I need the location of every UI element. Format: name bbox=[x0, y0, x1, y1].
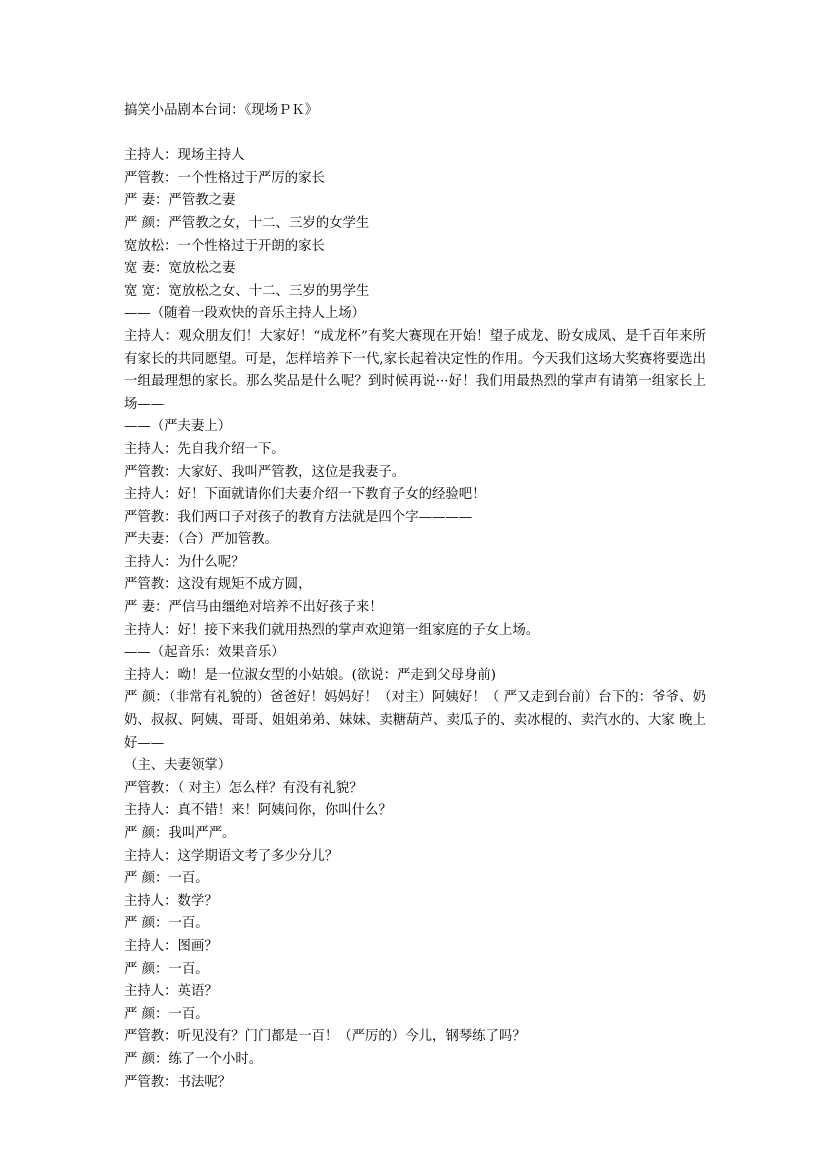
dialogue-line: 严夫妻：（合）严加管教。 bbox=[124, 532, 278, 548]
dialogue-line: 严 颜：（非常有礼貌的）爸爸好！妈妈好！（对主）阿姨好！（ 严又走到台前）台下的：爷爷、奶奶、叔叔、阿姨、哥哥、姐姐弟弟、妹妹、卖糖葫芦、卖瓜子的、卖冰棍的、卖汽水的、大家 晚上好—— bbox=[124, 690, 706, 751]
stage-direction: ——（起音乐：效果音乐） bbox=[124, 645, 285, 661]
dialogue-line: 主持人：呦！是一位淑女型的小姑娘。(欲说：严走到父母身前) bbox=[124, 667, 496, 683]
document-page bbox=[124, 100, 706, 1094]
cast-item: 严 颜：严管教之女，十二、三岁的女学生 bbox=[124, 215, 370, 231]
dialogue-line: 严 颜：一百。 bbox=[124, 871, 209, 887]
stage-direction: ——（随着一段欢快的音乐主持人上场） bbox=[124, 306, 366, 322]
stage-direction: ——（严夫妻上） bbox=[124, 419, 232, 435]
dialogue-line: 主持人：图画？ bbox=[124, 938, 218, 954]
dialogue-line: 主持人：真不错！来！阿姨问你，你叫什么？ bbox=[124, 803, 392, 819]
dialogue-line: 严 颜：我叫严严。 bbox=[124, 826, 236, 841]
dialogue-line: 严管教：我们两口子对孩子的教育方法就是四个字———— bbox=[124, 509, 473, 525]
cast-item: 宽放松：一个性格过于开朗的家长 bbox=[124, 238, 325, 254]
dialogue-line: 主持人：英语？ bbox=[124, 984, 218, 1000]
blank-line bbox=[124, 123, 706, 146]
cast-item: 主持人：现场主持人 bbox=[124, 148, 245, 164]
cast-item: 严管教：一个性格过于严厉的家长 bbox=[124, 170, 325, 186]
dialogue-line: 严 颜：一百。 bbox=[124, 961, 209, 977]
document-title: 搞笑小品剧本台词：《现场ＰＫ》 bbox=[124, 103, 319, 118]
cast-list bbox=[124, 145, 706, 303]
dialogue-line: 主持人：好！接下来我们就用热烈的掌声欢迎第一组家庭的子女上场。 bbox=[124, 622, 540, 638]
dialogue-line: 严 妻：严信马由缰绝对培养不出好孩子来！ bbox=[124, 600, 383, 616]
dialogue-line: 严管教：（ 对主）怎么样？有没有礼貌？ bbox=[124, 780, 363, 796]
cast-item: 宽 妻：宽放松之妻 bbox=[124, 261, 236, 277]
dialogue-line: 严管教：大家好、我叫严管教，这位是我妻子。 bbox=[124, 464, 406, 480]
dialogue-line: 严管教：听见没有？门门都是一百！（严厉的）今儿，钢琴练了吗？ bbox=[124, 1029, 526, 1045]
script-body bbox=[124, 303, 706, 1094]
stage-direction: （主、夫妻领掌） bbox=[124, 758, 232, 774]
dialogue-line: 主持人：好！下面就请你们夫妻介绍一下教育子女的经验吧！ bbox=[124, 487, 486, 503]
dialogue-line: 严 颜：练了一个小时。 bbox=[124, 1051, 263, 1067]
dialogue-line: 严管教：这没有规矩不成方圆， bbox=[124, 577, 312, 593]
dialogue-line: 主持人：先自我介绍一下。 bbox=[124, 441, 285, 457]
dialogue-line: 严管教：书法呢？ bbox=[124, 1074, 232, 1090]
cast-item: 严 妻：严管教之妻 bbox=[124, 193, 236, 209]
dialogue-line: 主持人：数学？ bbox=[124, 893, 218, 909]
dialogue-line: 严 颜：一百。 bbox=[124, 916, 209, 932]
dialogue-line: 主持人：为什么呢？ bbox=[124, 554, 245, 570]
cast-item: 宽 宽：宽放松之女、十二、三岁的男学生 bbox=[124, 283, 370, 299]
dialogue-line: 严 颜：一百。 bbox=[124, 1006, 209, 1022]
dialogue-line: 主持人：这学期语文考了多少分儿？ bbox=[124, 848, 339, 864]
dialogue-line: 主持人：观众朋友们！大家好！“成龙杯”有奖大赛现在开始！望子成龙、盼女成凤、是千百年来所有家长的共同愿望。可是，怎样培养下一代,家长起着决定性的作用。今天我们这场大奖赛将要选出一组最理想的家长。那么奖品是什么呢？到时候再说···好！我们用最热烈的掌声有请第一组家长上场—— bbox=[124, 328, 706, 412]
